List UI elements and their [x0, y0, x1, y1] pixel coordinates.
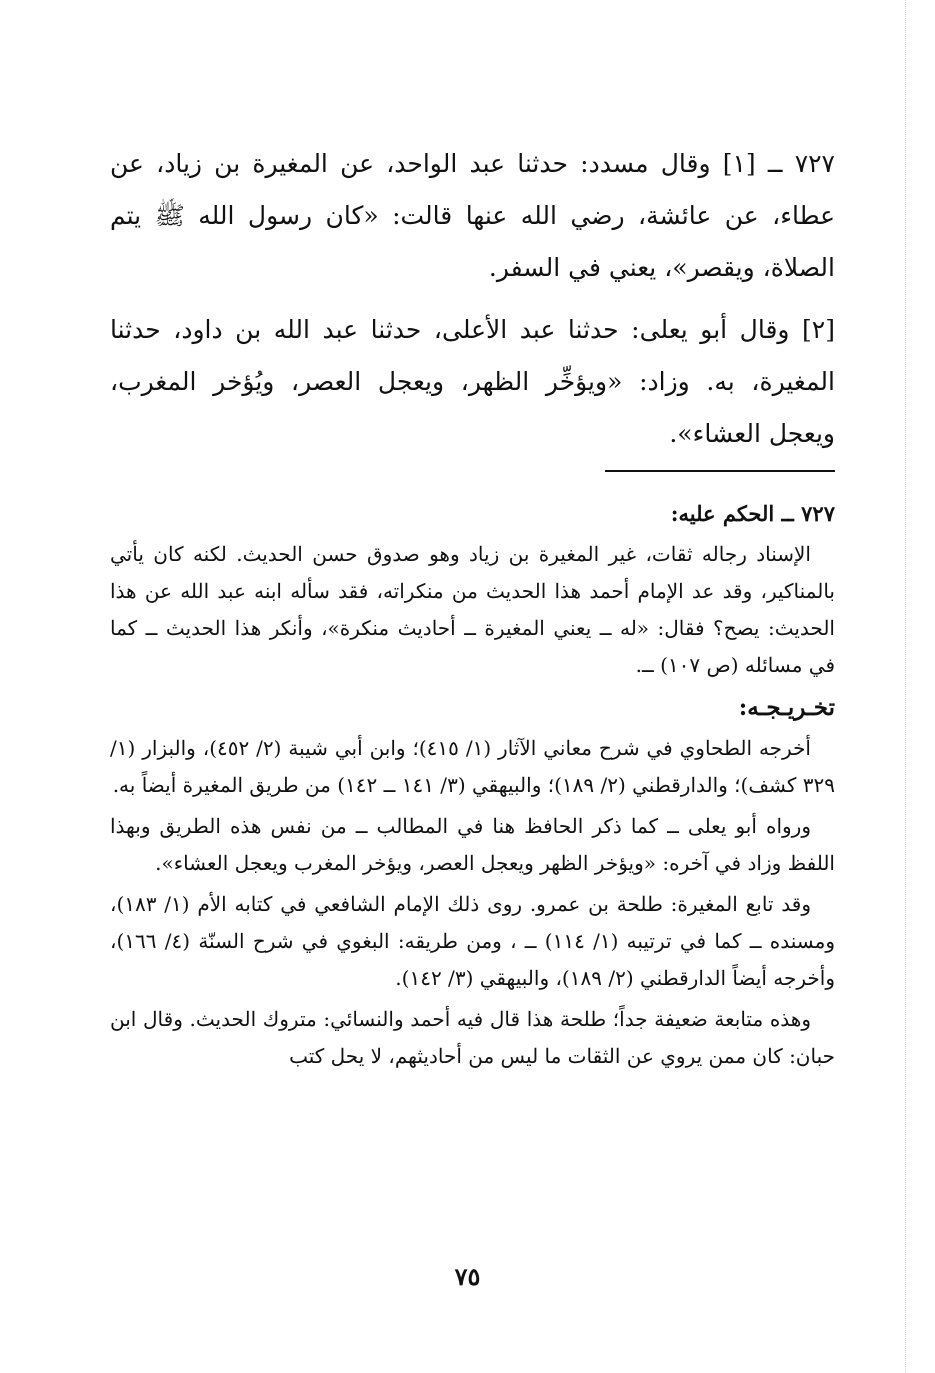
scan-edge-line [905, 0, 906, 1373]
hadith-paragraph-2: [٢] وقال أبو يعلى: حدثنا عبد الأعلى، حدثنا عبد الله بن داود، حدثنا المغيرة، به. وزاد: «ويؤخِّر الظهر، ويعجل العصر، ويُؤخر المغرب، ويعجل العشاء». [110, 315, 835, 448]
hadith-main-text [110, 138, 835, 470]
takhrij-paragraph-4: وهذه متابعة ضعيفة جداً؛ طلحة هذا قال فيه أحمد والنسائي: متروك الحديث. وقال ابن حبان: كان ممن يروي عن الثقات ما ليس من أحاديثهم، لا يحل كتب [110, 1007, 835, 1068]
takhrij-heading: تخـريـجـه: [738, 694, 835, 721]
takhrij-paragraph-2: ورواه أبو يعلى ــ كما ذكر الحافظ هنا في المطالب ــ من نفس هذه الطريق وبهذا اللفظ وزاد في آخره: «ويؤخر الظهر ويعجل العصر، ويؤخر المغرب ويعجل العشاء». [110, 814, 835, 875]
takhrij-paragraph-3: وقد تابع المغيرة: طلحة بن عمرو. روى ذلك الإمام الشافعي في كتابه الأم (١/ ١٨٣)، ومسنده ــ كما في ترتيبه (١/ ١١٤) ــ ، ومن طريقه: البغوي في شرح السنّة (٤/ ١٦٦)، وأخرجه أيضاً الدارقطني (٢/ ١٨٩)، والبيهقي (٣/ ١٤٢). [110, 892, 835, 990]
ruling-text: الإسناد رجاله ثقات، غير المغيرة بن زياد وهو صدوق حسن الحديث. لكنه كان يأتي بالمناكير، وقد عد الإمام أحمد هذا الحديث من منكراته، فقد سأله ابنه عبد الله عن هذا الحديث: يصح؟ فقال: «له ــ يعني المغيرة ــ أحاديث منكرة»، وأنكر هذا الحديث ــ كما في مسائله (ص ١٠٧) ــ. [110, 542, 835, 677]
hadith-paragraph-1: ٧٢٧ ــ [١] وقال مسدد: حدثنا عبد الواحد، عن المغيرة بن زياد، عن عطاء، عن عائشة، رضي الله عنها قالت: «كان رسول الله ﷺ يتم الصلاة، ويقصر»، يعني في السفر. [110, 149, 835, 282]
takhrij-paragraph-1: أخرجه الطحاوي في شرح معاني الآثار (١/ ٤١٥)؛ وابن أبي شيبة (٢/ ٤٥٢)، والبزار (١/ ٣٢٩ كشف)؛ والدارقطني (٢/ ١٨٩)؛ والبيهقي (٣/ ١٤١ ــ ١٤٢) من طريق المغيرة أيضاً به. [110, 736, 835, 797]
commentary-section [110, 496, 835, 1079]
page-number: ٧٥ [454, 1262, 481, 1291]
ruling-heading: ٧٢٧ ــ الحكم عليه: [670, 501, 835, 526]
footnote-divider [605, 470, 835, 472]
